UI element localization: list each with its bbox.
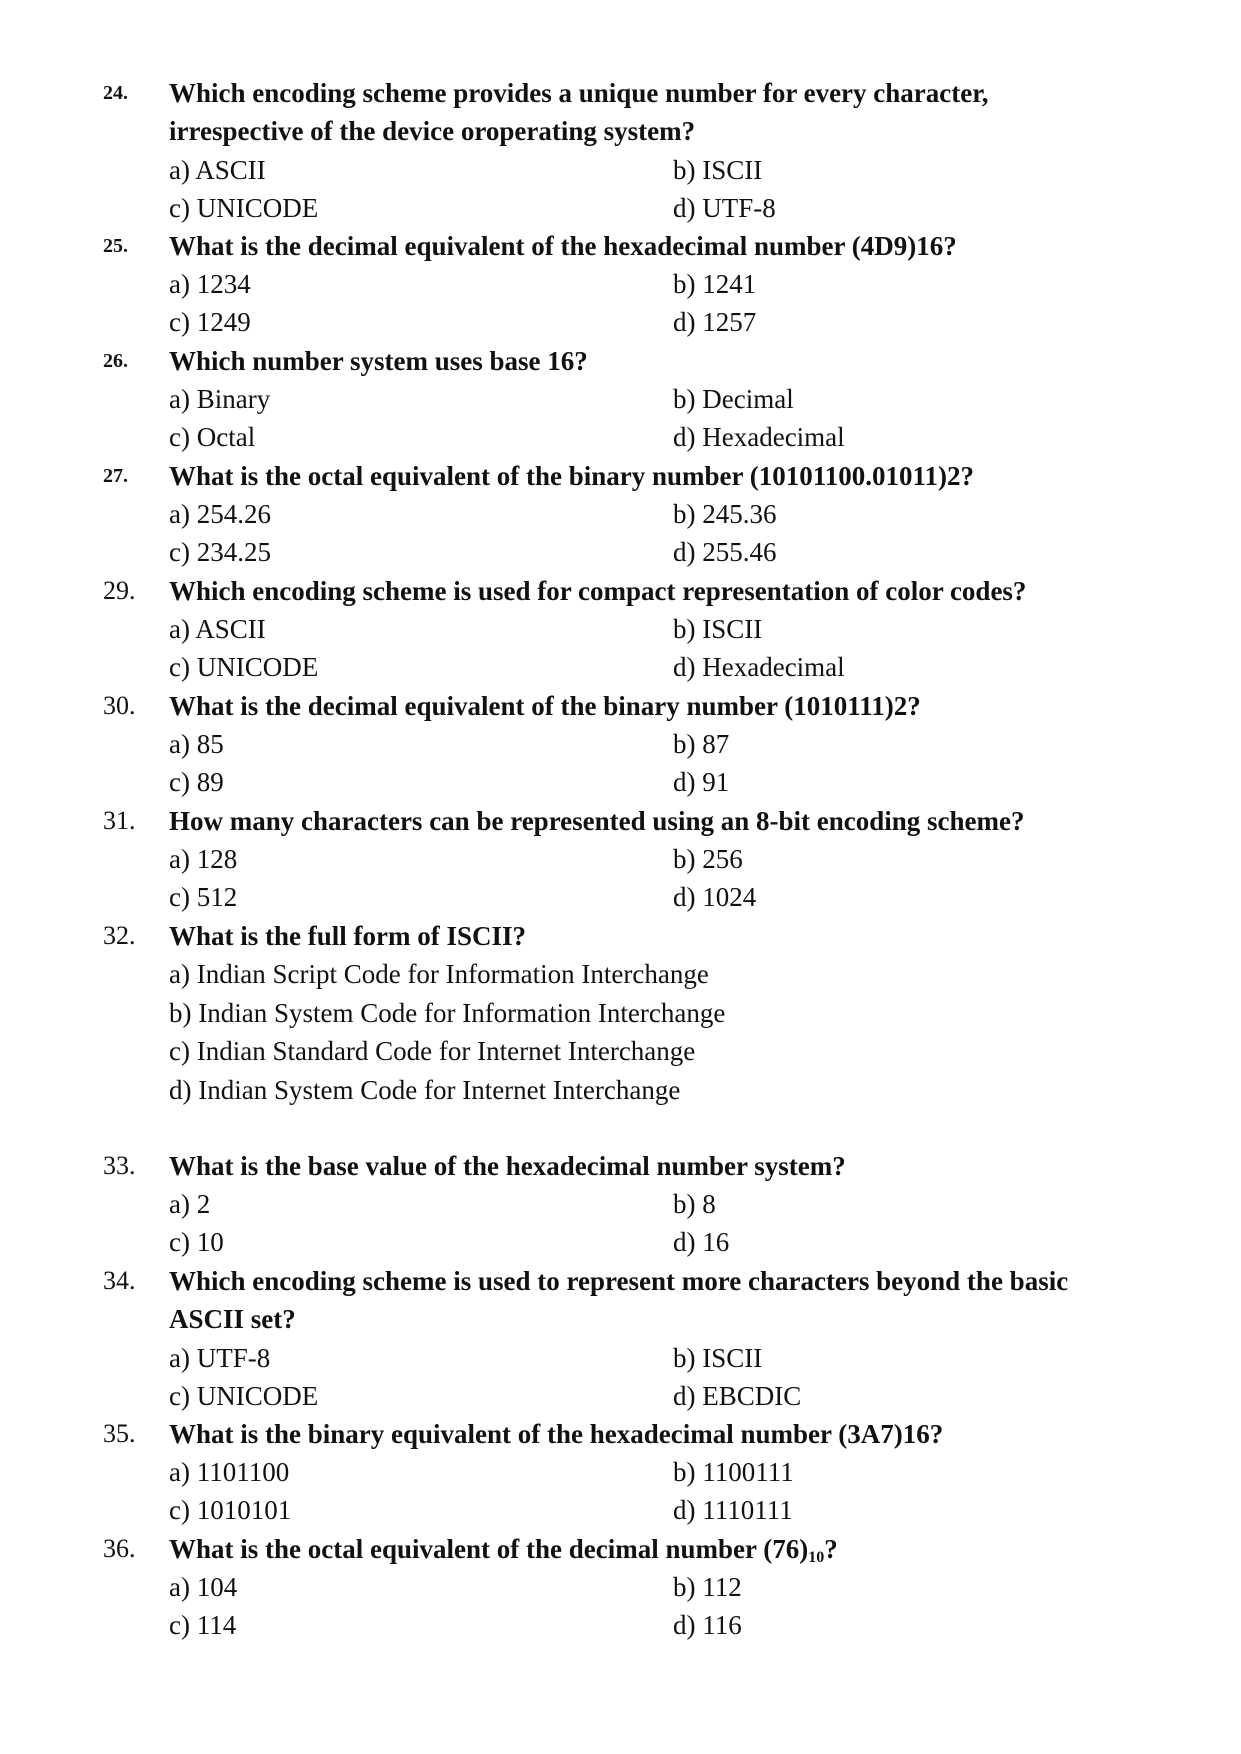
question-text: What is the decimal equivalent of the binary number (1010111)2? — [169, 691, 921, 721]
option-a: a) 1234 — [169, 269, 251, 299]
question-text: What is the decimal equivalent of the hexadecimal number (4D9)16? — [169, 231, 957, 261]
question-number: 29. — [103, 576, 136, 605]
option-c: c) 10 — [169, 1227, 224, 1257]
option-a: a) Binary — [169, 384, 271, 414]
option-b: b) ISCII — [673, 155, 763, 185]
option-b: b) ISCII — [673, 614, 763, 644]
option-d: d) 91 — [673, 767, 730, 797]
question-text — [169, 1530, 1149, 1577]
option-a: a) UTF-8 — [169, 1343, 271, 1373]
question-mark: ? — [824, 1534, 838, 1564]
question-number: 30. — [103, 691, 136, 720]
base-subscript: 10 — [808, 1549, 825, 1566]
option-d: d) 255.46 — [673, 537, 777, 567]
option-a: a) Indian Script Code for Information Interchange — [169, 959, 709, 989]
option-c: c) 1249 — [169, 307, 251, 337]
option-d: d) 1110111 — [673, 1495, 793, 1525]
question-text: What is the full form of ISCII? — [169, 921, 527, 951]
question-number: 27. — [103, 465, 128, 487]
option-a: a) ASCII — [169, 614, 266, 644]
question-text: What is the base value of the hexadecimal number system? — [169, 1151, 846, 1181]
option-c: c) 512 — [169, 882, 238, 912]
option-b: b) 8 — [673, 1189, 716, 1219]
option-d: d) EBCDIC — [673, 1381, 802, 1411]
option-c: c) 1010101 — [169, 1495, 292, 1525]
option-d: d) 16 — [673, 1227, 730, 1257]
question-text: Which number system uses base 16? — [169, 346, 588, 376]
option-c: c) UNICODE — [169, 193, 319, 223]
option-c: c) Indian Standard Code for Internet Interchange — [169, 1036, 696, 1066]
question-number: 26. — [103, 350, 128, 372]
question-number: 32. — [103, 921, 136, 950]
question-number: 34. — [103, 1266, 136, 1295]
option-b: b) Indian System Code for Information Interchange — [169, 998, 726, 1028]
question-text — [169, 74, 1149, 150]
question-number: 33. — [103, 1151, 136, 1180]
question-number: 24. — [103, 82, 128, 104]
question-number: 36. — [103, 1534, 136, 1563]
option-c: c) 89 — [169, 767, 224, 797]
option-a: a) 254.26 — [169, 499, 271, 529]
option-d: d) Indian System Code for Internet Interchange — [169, 1075, 681, 1105]
option-a: a) 2 — [169, 1189, 211, 1219]
option-b: b) ISCII — [673, 1343, 763, 1373]
option-b: b) 87 — [673, 729, 730, 759]
question-number: 35. — [103, 1419, 136, 1448]
question-text-line: irrespective of the device oroperating system? — [169, 116, 696, 146]
option-c: c) 234.25 — [169, 537, 271, 567]
question-text-main: What is the octal equivalent of the decimal number (76) — [169, 1534, 809, 1564]
option-d: d) Hexadecimal — [673, 422, 845, 452]
question-text: What is the binary equivalent of the hexadecimal number (3A7)16? — [169, 1419, 944, 1449]
option-b: b) 1241 — [673, 269, 757, 299]
question-number: 31. — [103, 806, 136, 835]
option-d: d) 1024 — [673, 882, 757, 912]
option-b: b) 1100111 — [673, 1457, 794, 1487]
question-text: What is the octal equivalent of the binary number (10101100.01011)2? — [169, 461, 975, 491]
option-a: a) 104 — [169, 1572, 238, 1602]
option-a: a) ASCII — [169, 155, 266, 185]
option-d: d) 1257 — [673, 307, 757, 337]
option-b: b) Decimal — [673, 384, 794, 414]
question-text: Which encoding scheme is used for compact representation of color codes? — [169, 576, 1027, 606]
question-text-line: Which encoding scheme is used to represent more characters beyond the basic — [169, 1266, 1069, 1296]
option-b: b) 256 — [673, 844, 743, 874]
question-text — [169, 1262, 1149, 1338]
option-c: c) 114 — [169, 1610, 237, 1640]
option-b: b) 112 — [673, 1572, 742, 1602]
option-d: d) Hexadecimal — [673, 652, 845, 682]
option-a: a) 85 — [169, 729, 224, 759]
option-a: a) 128 — [169, 844, 238, 874]
question-number: 25. — [103, 235, 128, 257]
question-text-line: Which encoding scheme provides a unique number for every character, — [169, 78, 989, 108]
option-a: a) 1101100 — [169, 1457, 290, 1487]
option-c: c) UNICODE — [169, 1381, 319, 1411]
question-text-line: ASCII set? — [169, 1304, 296, 1334]
question-text: How many characters can be represented using an 8-bit encoding scheme? — [169, 806, 1025, 836]
option-b: b) 245.36 — [673, 499, 777, 529]
option-c: c) Octal — [169, 422, 256, 452]
option-d: d) 116 — [673, 1610, 742, 1640]
option-c: c) UNICODE — [169, 652, 319, 682]
option-d: d) UTF-8 — [673, 193, 776, 223]
